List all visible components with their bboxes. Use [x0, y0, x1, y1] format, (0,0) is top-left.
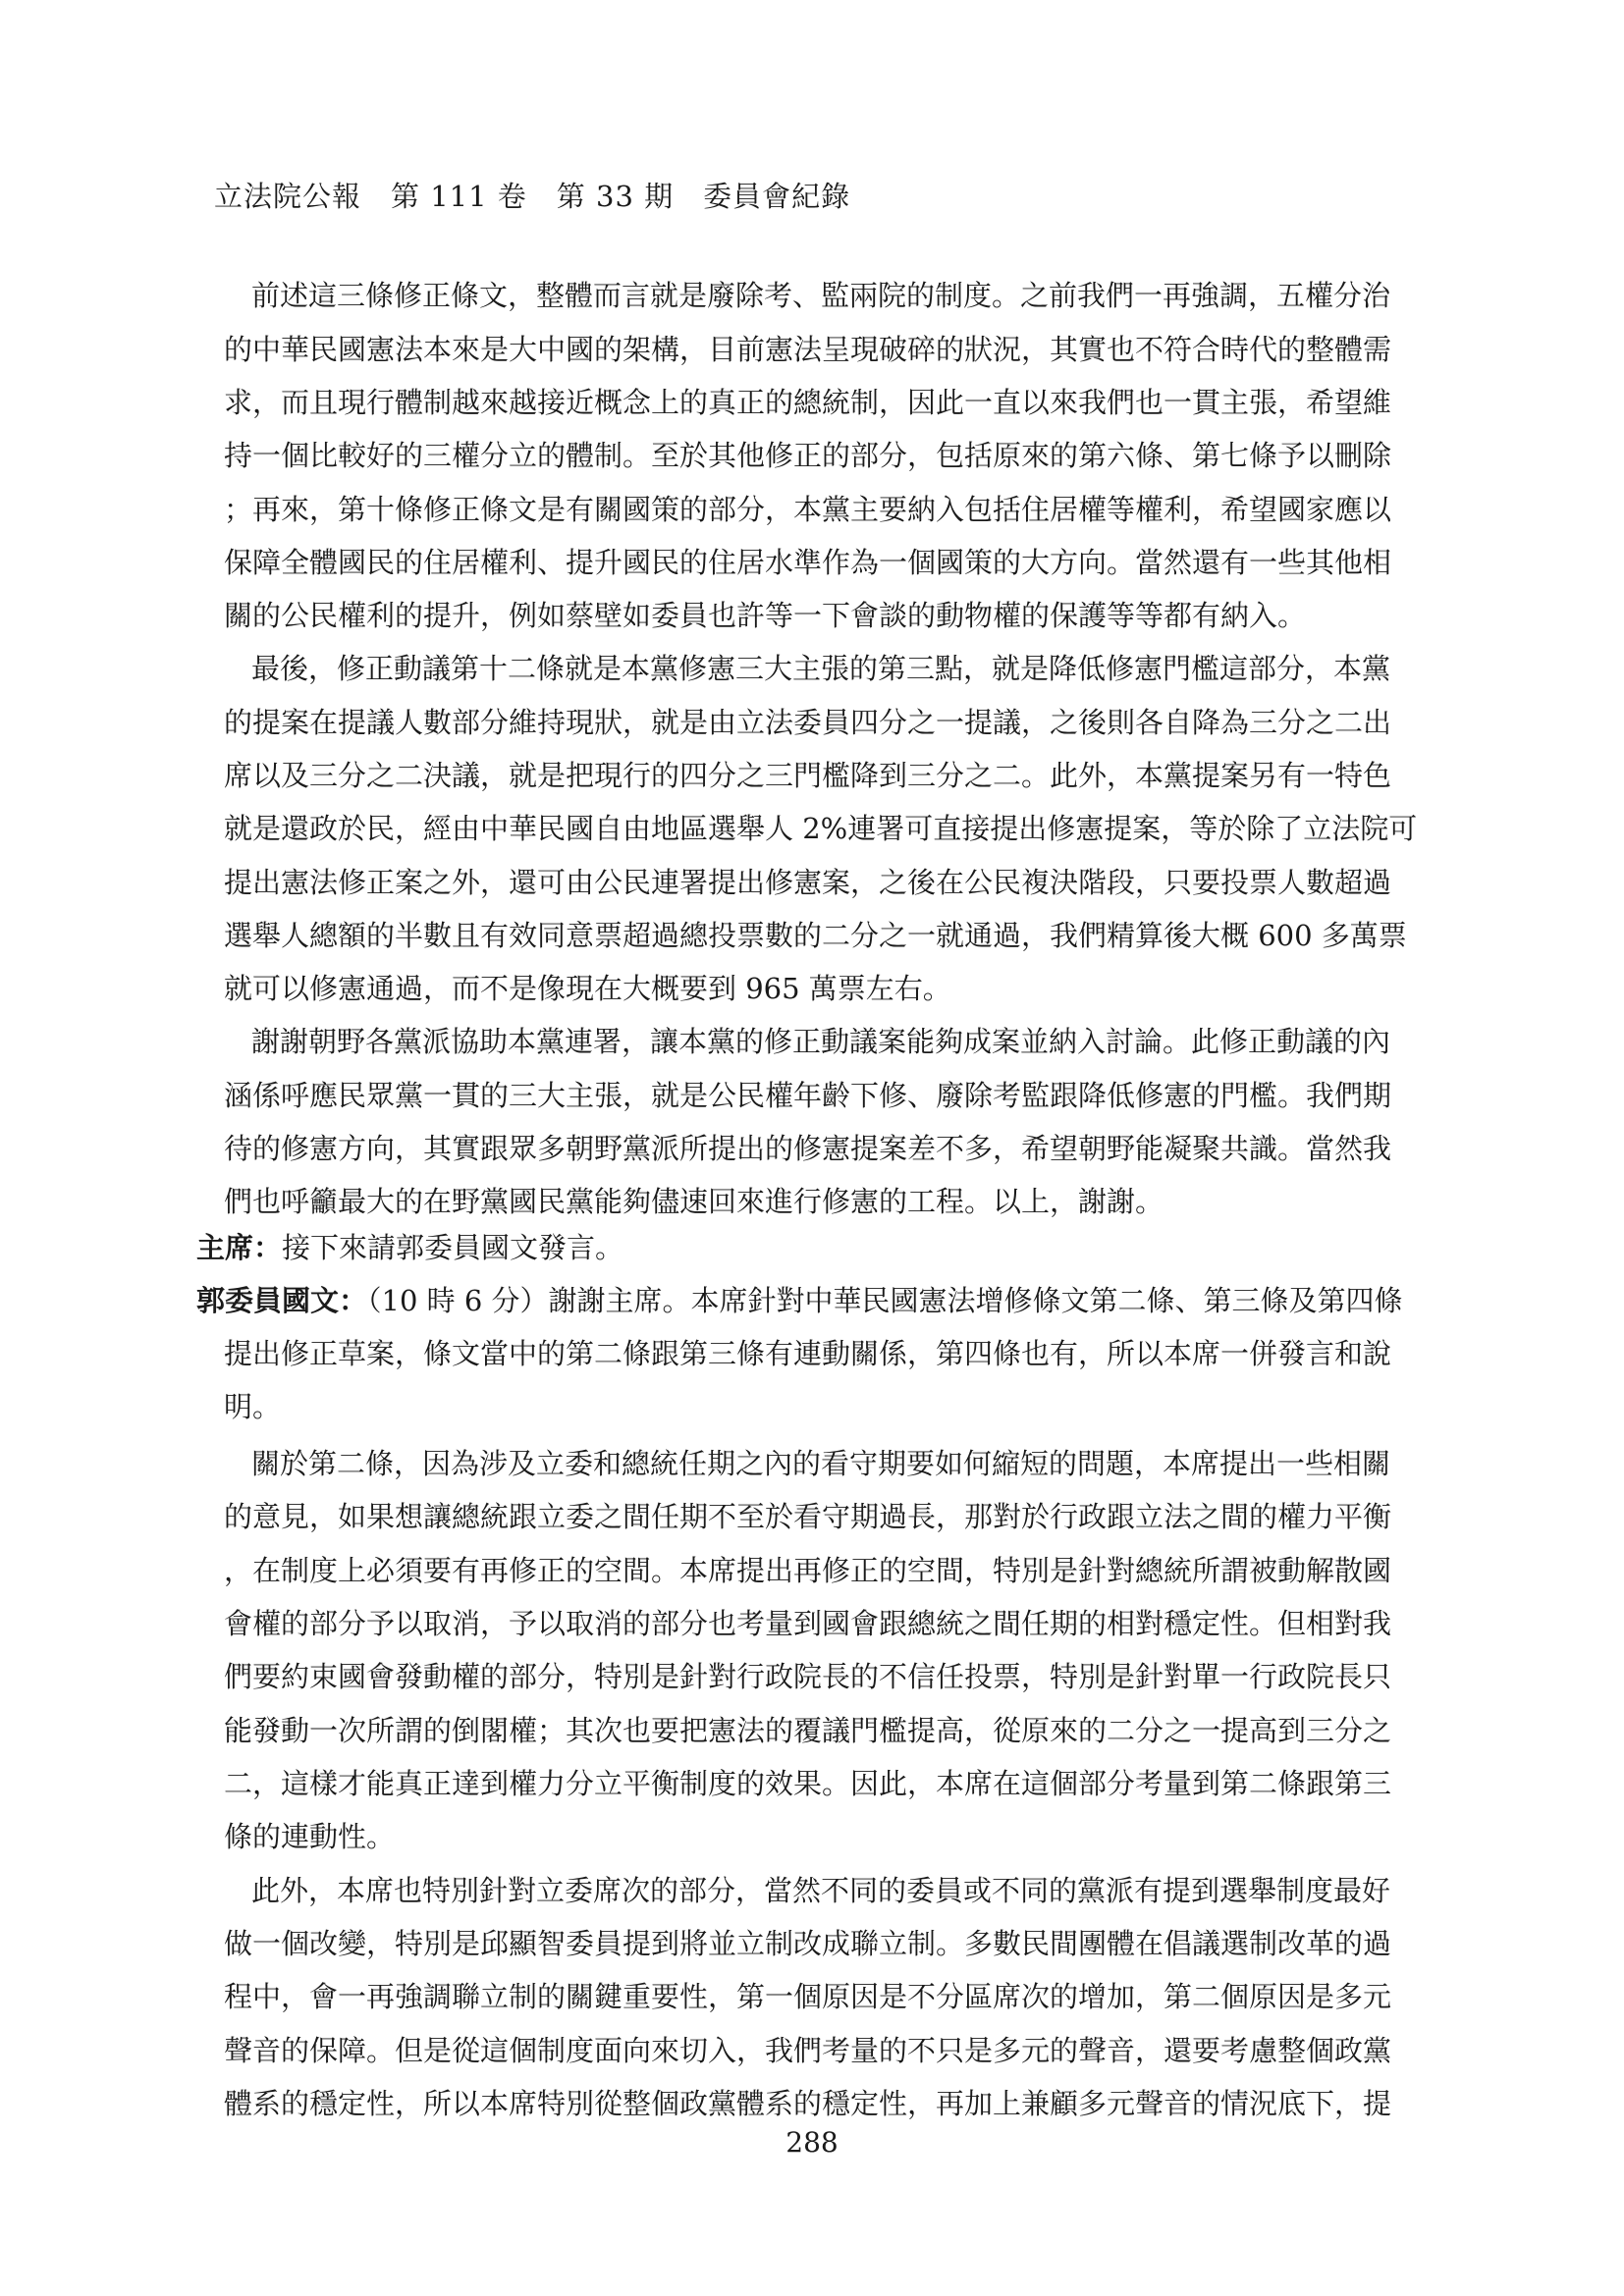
speech-text: 接下來請郭委員國文發言。: [282, 1231, 624, 1264]
text-line: 關於第二條，因為涉及立委和總統任期之內的看守期要如何縮短的問題，本席提出一些相關: [251, 1447, 1391, 1480]
text-line: 聲音的保障。但是從這個制度面向來切入，我們考量的不只是多元的聲音，還要考慮整個政黨: [224, 2034, 1392, 2067]
text-line: ，在制度上必須要有再修正的空間。本席提出再修正的空間，特別是針對總統所謂被動解散國: [224, 1554, 1392, 1587]
speech-text: （10 時 6 分）謝謝主席。本席針對中華民國憲法增修條文第二條、第三條及第四條: [367, 1284, 1403, 1317]
text-line: 求，而且現行體制越來越接近概念上的真正的總統制，因此一直以來我們也一貫主張，希望維: [224, 386, 1392, 419]
text-line: 能發動一次所謂的倒閣權；其次也要把憲法的覆議門檻提高，從原來的二分之一提高到三分之: [224, 1714, 1392, 1747]
text-line: 的中華民國憲法本來是大中國的架構，目前憲法呈現破碎的狀況，其實也不符合時代的整體需: [224, 333, 1392, 366]
text-line: 會權的部分予以取消，予以取消的部分也考量到國會跟總統之間任期的相對穩定性。但相對我: [224, 1607, 1392, 1640]
text-line: 條的連動性。: [224, 1820, 396, 1853]
text-line: 做一個改變，特別是邱顯智委員提到將並立制改成聯立制。多數民間團體在倡議選制改革的過: [224, 1927, 1392, 1960]
text-line: 明。: [224, 1390, 282, 1423]
text-line: 選舉人總額的半數且有效同意票超過總投票數的二分之一就通過，我們精算後大概 600 多萬票: [224, 919, 1407, 952]
text-line: 涵係呼應民眾黨一貫的三大主張，就是公民權年齡下修、廢除考監跟降低修憲的門檻。我們期: [224, 1079, 1392, 1112]
text-line: 關的公民權利的提升，例如蔡壁如委員也許等一下會談的動物權的保護等等都有納入。: [224, 599, 1307, 632]
text-line: 提出憲法修正案之外，還可由公民連署提出修憲案，之後在公民複決階段，只要投票人數超過: [224, 866, 1392, 899]
text-line: 們要約束國會發動權的部分，特別是針對行政院長的不信任投票，特別是針對單一行政院長只: [224, 1660, 1392, 1693]
text-line: 體系的穩定性，所以本席特別從整個政黨體系的穩定性，再加上兼顧多元聲音的情況底下，提: [224, 2087, 1392, 2120]
text-line: 席以及三分之二決議，就是把現行的四分之三門檻降到三分之二。此外，本黨提案另有一特色: [224, 759, 1392, 792]
text-line: 二，這樣才能真正達到權力分立平衡制度的效果。因此，本席在這個部分考量到第二條跟第三: [224, 1767, 1392, 1800]
text-line: 提出修正草案，條文當中的第二條跟第三條有連動關係，第四條也有，所以本席一併發言和說: [224, 1337, 1392, 1370]
text-line: 待的修憲方向，其實跟眾多朝野黨派所提出的修憲提案差不多，希望朝野能凝聚共識。當然我: [224, 1132, 1392, 1165]
text-line: 的意見，如果想讓總統跟立委之間任期不至於看守期過長，那對於行政跟立法之間的權力平衡: [224, 1500, 1392, 1533]
text-line: 保障全體國民的住居權利、提升國民的住居水準作為一個國策的大方向。當然還有一些其他相: [224, 546, 1392, 579]
text-line: 持一個比較好的三權分立的體制。至於其他修正的部分，包括原來的第六條、第七條予以刪除: [224, 439, 1392, 472]
chair-statement: [196, 1223, 623, 1272]
text-line: 最後，修正動議第十二條就是本黨修憲三大主張的第三點，就是降低修憲門檻這部分，本黨: [251, 652, 1391, 685]
text-line: 就是還政於民，經由中華民國自由地區選舉人 2%連署可直接提出修憲提案，等於除了立法院可: [224, 812, 1418, 845]
text-line: 的提案在提議人數部分維持現狀，就是由立法委員四分之一提議，之後則各自降為三分之二出: [224, 706, 1392, 739]
text-line: 謝謝朝野各黨派協助本黨連署，讓本黨的修正動議案能夠成案並納入討論。此修正動議的內: [251, 1025, 1391, 1058]
text-line: 此外，本席也特別針對立委席次的部分，當然不同的委員或不同的黨派有提到選舉制度最好: [251, 1874, 1391, 1907]
text-line: ；再來，第十條修正條文是有關國策的部分，本黨主要納入包括住居權等權利，希望國家應以: [224, 493, 1392, 526]
text-line: [196, 1276, 1403, 1325]
text-line: 前述這三條修正條文，整體而言就是廢除考、監兩院的制度。之前我們一再強調，五權分治: [251, 279, 1391, 312]
speaker-name: 郭委員國文：: [196, 1284, 368, 1317]
text-line: 們也呼籲最大的在野黨國民黨能夠儘速回來進行修憲的工程。以上，謝謝。: [224, 1185, 1164, 1218]
page-number: 288: [785, 2126, 839, 2159]
gazette-header: 立法院公報 第 111 卷 第 33 期 委員會紀錄: [214, 180, 851, 213]
speaker-name: 主席：: [196, 1231, 283, 1264]
text-line: 程中，會一再強調聯立制的關鍵重要性，第一個原因是不分區席次的增加，第二個原因是多元: [224, 1980, 1392, 2013]
text-line: 就可以修憲通過，而不是像現在大概要到 965 萬票左右。: [224, 972, 951, 1005]
